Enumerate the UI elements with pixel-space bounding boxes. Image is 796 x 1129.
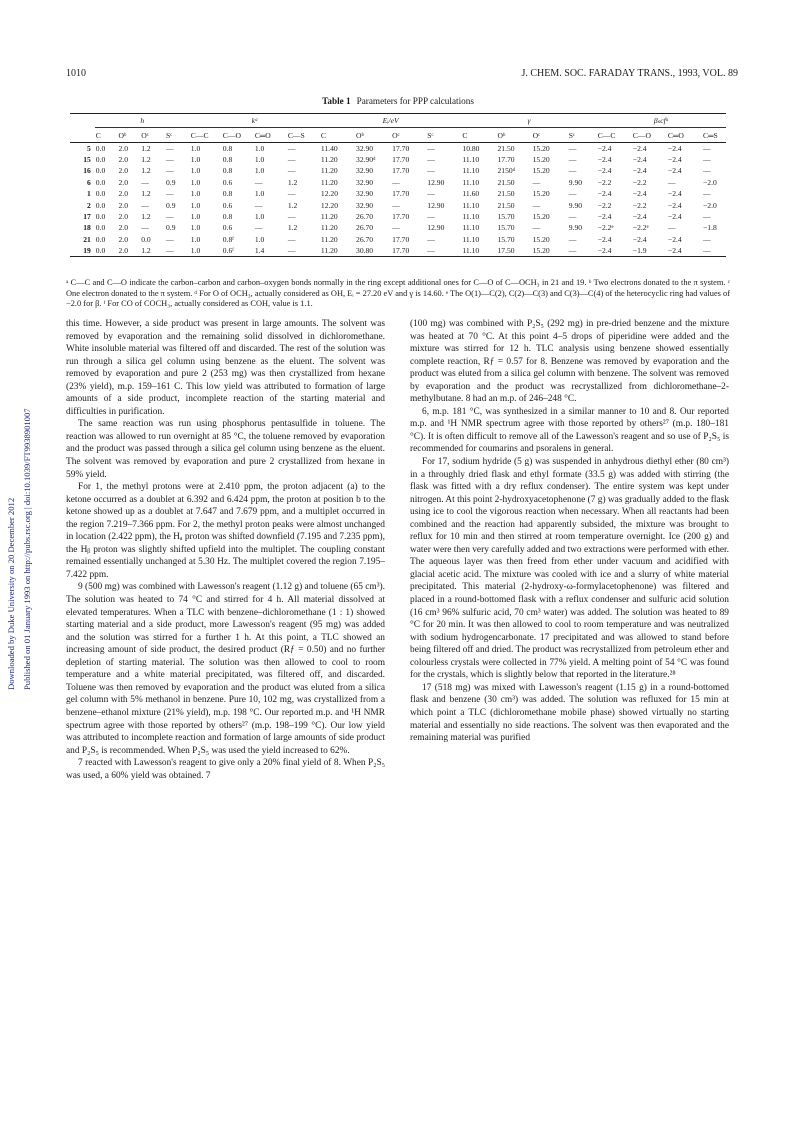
table-cell: — <box>287 234 296 244</box>
table-cell: 15.20 <box>532 212 550 222</box>
table-cell: 1.0 <box>254 212 265 222</box>
table-cell: — <box>287 155 296 165</box>
table-cell: 12.90 <box>427 223 445 233</box>
table-cell: — <box>141 177 149 187</box>
table-cell: −2.2 <box>632 200 647 210</box>
table-cell: −2.4 <box>632 189 647 199</box>
table-cell: 12.20 <box>320 189 338 199</box>
download-note: Downloaded by Duke University on 20 December 2012 <box>6 497 16 690</box>
table-cell: — <box>568 234 577 244</box>
table-cell: 17.70 <box>497 155 515 165</box>
table-cell: 21.50 <box>497 189 515 199</box>
table-cell: −2.2 <box>632 177 647 187</box>
table-cell: 1.0 <box>190 166 201 176</box>
table-cell: 0.8 <box>222 166 233 176</box>
paragraph: 17 (518 mg) was mixed with Lawesson's reagent (1.15 g) in a round-bottomed flask and benzene (30 cm³) was added. The solution was refluxed for 15 min at which point a TLC (dichloromethane mobile phase) showed virtually no starting material and essentially no side reactions. The solvent was then evaporated and the remaining material was purified <box>410 682 729 744</box>
table-cell: 30.80 <box>355 245 391 256</box>
table-cell: — <box>254 200 263 210</box>
table-cell: — <box>532 223 541 233</box>
table-cell: — <box>703 189 711 199</box>
column-header: C—S <box>287 128 320 143</box>
table-cell: −2.4 <box>667 234 682 244</box>
table-cell: 1.2 <box>141 166 151 176</box>
table-cell: 11.20 <box>320 245 355 256</box>
table-cell: 9.90 <box>568 200 583 210</box>
table-cell: 15.20 <box>532 234 550 244</box>
table-cell: 17.70 <box>392 234 410 244</box>
table-cell: — <box>568 166 577 176</box>
table-cell: — <box>426 245 461 256</box>
table-cell: 11.40 <box>320 143 338 153</box>
parameters-table <box>70 113 726 257</box>
table-cell: — <box>532 177 541 187</box>
paragraph: For 17, sodium hydride (5 g) was suspended in anhydrous diethyl ether (80 cm³) in a throughly dried flask and ethyl formate (33.5 g) was added with stirring (the flask was fitted with a dry reflux condenser). The entire system was kept under nitrogen. At this point 2-hydroxyacetophenone (7 g) was gradually added to the flask using ice to cool the vigorous reaction when necessary. When all reactants had been combined and the reaction had apparently subsided, the mixture was brought to reflux for 10 min and then stirred at room temperature overnight. Ice (200 g) and water were then very carefully added and two extractions were performed with ether. The aqueous layer was then freed from ether under vacuum and acidified with glacial acetic acid. The mixture was cooled with ice and a slurry of white material precipitated. This material (2-hydroxy-ω-formylacetophenone) was filtered and placed in a round-bottomed flask with a reflux condenser and sulfuric acid solution (16 cm³ 96% sulfuric acid, 70 cm³ water) was added. The solution was heated to 89 °C for 20 min. It was then allowed to cool to room temperature and was neutralized with sodium hydrogencarbonate. 17 precipitated and was allowed to stand before being filtered off and dried. The product was recrystallized from petroleum ether and colourless crystals were collected in 77% yield. A melting point of 54 °C was found for the crystals, which is slightly below that reported in the literature.²⁸ <box>410 457 729 681</box>
table-cell: 15.20 <box>532 155 550 165</box>
table-cell: — <box>427 189 435 199</box>
right-column <box>410 318 729 745</box>
table-cell: 26.70 <box>356 212 374 222</box>
table-title: Parameters for PPP calculations <box>356 96 474 106</box>
table-cell: −1.8 <box>703 223 717 233</box>
table-cell: — <box>667 177 676 187</box>
table-cell: — <box>427 143 435 153</box>
table-cell: 11.20 <box>320 155 338 165</box>
table-cell: 1.2 <box>287 223 298 233</box>
table-cell: −2.4 <box>667 212 682 222</box>
column-header: Sᶜ <box>426 128 461 143</box>
table-cell: −2.0 <box>703 177 717 187</box>
table-cell: 11.10 <box>462 177 480 187</box>
table-cell: −1.9 <box>632 245 667 256</box>
table-cell: 1.0 <box>190 143 201 153</box>
table-cell: — <box>141 223 149 233</box>
table-cell: 32.90 <box>356 189 374 199</box>
table-cell: — <box>392 223 400 233</box>
table-cell: 0.6 <box>222 223 233 233</box>
table-cell: — <box>568 212 577 222</box>
table-cell: 0.0 <box>95 143 106 153</box>
table-cell: 1.2 <box>287 177 298 187</box>
table-cell: — <box>702 245 726 256</box>
table-cell: 32.90 <box>356 177 374 187</box>
table-row <box>70 211 726 222</box>
table-cell: 2.0 <box>118 155 128 165</box>
table-cell: 15.20 <box>532 166 550 176</box>
table-cell: 26.70 <box>356 234 374 244</box>
table-cell: — <box>568 245 597 256</box>
compound-number: 17 <box>83 212 91 222</box>
table-cell: 9.90 <box>568 177 583 187</box>
journal-reference: J. CHEM. SOC. FARADAY TRANS., 1993, VOL. 89 <box>521 68 738 79</box>
page-number: 1010 <box>66 68 86 79</box>
table-cell: 0.8 <box>222 212 233 222</box>
table-cell: — <box>254 177 263 187</box>
table-cell: 0.8 <box>222 189 233 199</box>
table-row <box>70 165 726 176</box>
table-cell: −2.4 <box>632 155 647 165</box>
compound-number: 2 <box>86 200 91 210</box>
table-cell: 12.90 <box>427 177 445 187</box>
table-cell: 12.20 <box>320 200 338 210</box>
compound-number: 1 <box>86 189 91 199</box>
table-cell: 0.0 <box>95 234 106 244</box>
table-cell: — <box>427 166 435 176</box>
table-cell: 0.9 <box>166 177 176 187</box>
table-cell: — <box>568 143 577 153</box>
compound-number: 16 <box>83 166 91 176</box>
table-cell: 2150ᵈ <box>497 166 516 176</box>
table-cell: — <box>703 234 711 244</box>
table-cell: 0.6ᶠ <box>222 245 254 256</box>
table-cell: 1.0 <box>254 234 265 244</box>
footnote-text: ᵃ C—C and C—O indicate the carbon–carbon and carbon–oxygen bonds normally in the ring except additional ones for C—O of C—OCH₃ in 21 and 19. ᵇ Two electrons donated to the π system. ᶜ One electron donated to the π system. ᵈ For O of OCH₃, actually considered as OH, Eᵢ = 27.20 eV and γ is 14.60. ᵉ The O(1)—C(2), C(2)—C(3) and C(3)—C(4) of the heterocyclic ring had values of −2.0 for β. ᶠ For CO of COCH₃, actually considered as COH, value is 1.1. <box>66 278 731 309</box>
table-cell: 0.9 <box>166 200 176 210</box>
table-cell: 32.90 <box>356 166 374 176</box>
table-cell: −2.4 <box>597 245 632 256</box>
publication-note: Published on 01 January 1993 on http://pubs.rsc.org | doi:10.1039/FT9938901007 <box>22 408 32 690</box>
table-cell: 11.10 <box>462 223 480 233</box>
table-cell: — <box>287 166 296 176</box>
table-cell: 1.2 <box>140 245 165 256</box>
column-header: C—O <box>222 128 254 143</box>
table-row <box>70 143 726 154</box>
table-cell: — <box>287 212 296 222</box>
compound-number: 19 <box>70 245 95 256</box>
paragraph: For 1, the methyl protons were at 2.410 ppm, the proton adjacent (a) to the ketone occurred as a doublet at 6.392 and 6.424 ppm, the proton at position b to the ketone showed up as a doublet at 7.647 and 7.679 ppm, and a multiplet occurred in the region 7.219–7.366 ppm. For 2, the methyl proton peaks were almost unchanged in location (2.422 ppm), the Hₐ proton was shifted downfield (7.195 and 7.235 ppm), the Hᵦ proton was slightly shifted upfield into the multiplet. The coupling constant remained essentially unchanged at 5.30 Hz. The multiplet covered the region 7.195–7.422 ppm. <box>66 482 385 580</box>
paragraph: The same reaction was run using phosphorus pentasulfide in toluene. The reaction was allowed to run overnight at 85 °C, the toluene removed by evaporation and the product was passed through a silica gel column using benzene as the eluent. The solvent was removed by evaporation and pure 2 crystallized from hexane in 59% yield. <box>66 419 385 480</box>
table-cell: 17.70 <box>392 189 410 199</box>
table-cell: 15.70 <box>497 234 515 244</box>
table-cell: — <box>427 155 435 165</box>
left-column <box>66 318 385 782</box>
table-cell: 32.90 <box>356 143 374 153</box>
table-cell: — <box>392 177 400 187</box>
table-cell: 2.0 <box>118 143 128 153</box>
group-header-h: h <box>95 114 190 128</box>
table-cell: 17.70 <box>392 143 410 153</box>
column-header: Oᵇ <box>497 128 532 143</box>
table-cell: — <box>166 234 174 244</box>
table-cell: 0.0 <box>141 234 151 244</box>
table-cell: 1.0 <box>190 200 201 210</box>
table-cell: 0.0 <box>95 200 106 210</box>
table-cell: — <box>427 234 435 244</box>
table-cell: 12.90 <box>427 200 445 210</box>
table-cell: 0.0 <box>95 245 118 256</box>
table-cell: −2.2ᵉ <box>632 223 649 233</box>
group-header-gamma: γ <box>461 114 596 128</box>
table-cell: — <box>166 189 174 199</box>
table-cell: 11.10 <box>462 166 480 176</box>
table-cell: 15.20 <box>532 143 550 153</box>
column-header: Sᶜ <box>568 128 597 143</box>
table-cell: 2.0 <box>118 189 128 199</box>
table-cell: 1.0 <box>190 234 201 244</box>
table-cell: 9.90 <box>568 223 583 233</box>
table-cell: −2.4 <box>667 200 682 210</box>
table-cell: −2.2 <box>597 177 612 187</box>
table-cell: 21.50 <box>497 177 515 187</box>
compound-number: 15 <box>83 155 91 165</box>
table-cell: 2.0 <box>118 234 128 244</box>
table-cell: 2.0 <box>118 166 128 176</box>
table-cell: 2.0 <box>118 223 128 233</box>
table-cell: — <box>667 223 676 233</box>
table-cell: 17.50 <box>497 245 532 256</box>
table-cell: 0.8 <box>222 155 233 165</box>
table-cell: — <box>568 155 577 165</box>
table-cell: 17.70 <box>391 245 426 256</box>
table-cell: 2.0 <box>118 200 128 210</box>
table-cell: — <box>703 166 711 176</box>
table-cell: — <box>166 212 174 222</box>
table-row <box>70 199 726 210</box>
table-cell: 1.2 <box>141 155 151 165</box>
table-cell: 21.50 <box>497 143 515 153</box>
table-cell: 11.10 <box>462 234 480 244</box>
table-cell: −2.4 <box>632 234 647 244</box>
table-cell: 1.0 <box>190 245 222 256</box>
table-cell: 15.70 <box>497 212 515 222</box>
column-header: Sᶜ <box>165 128 190 143</box>
paragraph: 7 reacted with Lawesson's reagent to give only a 20% final yield of 8. When P₂S₅ was used, a 60% yield was obtained. 7 <box>66 758 385 781</box>
table-cell: 0.0 <box>95 155 106 165</box>
table-cell: 0.0 <box>95 189 106 199</box>
paragraph: 6, m.p. 181 °C, was synthesized in a similar manner to 10 and 8. Our reported m.p. and ¹H NMR spectrum agree with those reported by others²⁷ (m.p. 180–181 °C). It is often difficult to remove all of the Lawesson's reagent and so use of P₂S₅ is recommended for coumarins and psoralens in general. <box>410 406 729 455</box>
table-cell: 0.6 <box>222 200 233 210</box>
table-cell: 17.70 <box>392 166 410 176</box>
table-cell: 17.70 <box>392 155 410 165</box>
table-cell: 0.0 <box>95 177 106 187</box>
table-cell: 11.10 <box>462 212 480 222</box>
header-corner <box>70 114 95 128</box>
group-header-k: kᵃ <box>190 114 320 128</box>
compound-number: 21 <box>83 234 91 244</box>
table-row <box>70 245 726 256</box>
table-cell: — <box>287 245 320 256</box>
table-row <box>70 234 726 245</box>
group-header-ionization-energy: Eᵢ/eV <box>320 114 461 128</box>
table-cell: 1.0 <box>254 166 265 176</box>
column-header: Oᵇ <box>355 128 391 143</box>
table-cell: — <box>166 155 174 165</box>
table-cell: 11.20 <box>320 234 338 244</box>
column-header: C <box>320 128 355 143</box>
table-cell: 1.0 <box>254 189 265 199</box>
table-cell: 1.2 <box>141 212 151 222</box>
paragraph: (100 mg) was combined with P₂S₅ (292 mg) in pre-dried benzene and the mixture was heated at 70 °C. At this point 4–5 drops of piperidine were added and the mixture was stirred for 12 h. TLC analysis using benzene showed essentially complete reaction, Rƒ = 0.57 for 8. Benzene was removed by evaporation and the product was eluted from a silica gel column with benzene. The solvent was removed by evaporation and the product was recrystallized from dichloromethane–2-methylbutane. 8 had an m.p. of 246–248 °C. <box>410 319 729 405</box>
column-header: C <box>461 128 496 143</box>
column-header: C—C <box>190 128 222 143</box>
table-cell: 0.0 <box>95 212 106 222</box>
column-header: Oᶜ <box>140 128 165 143</box>
table-cell: — <box>703 155 711 165</box>
column-header: C═O <box>667 128 702 143</box>
table-cell: 1.2 <box>141 143 151 153</box>
table-cell: −2.4 <box>632 212 647 222</box>
table-cell: −2.4 <box>667 166 682 176</box>
table-cell: — <box>287 143 296 153</box>
table-cell: −2.4 <box>632 143 647 153</box>
table-cell: 1.0 <box>190 189 201 199</box>
table-cell: 2.0 <box>118 212 128 222</box>
column-header <box>70 128 95 143</box>
table-cell: 11.20 <box>320 166 338 176</box>
table-cell: 1.0 <box>254 155 265 165</box>
table-cell: — <box>568 189 577 199</box>
column-header: C <box>95 128 118 143</box>
table-cell: 1.0 <box>190 155 201 165</box>
table-cell: 15.20 <box>532 245 568 256</box>
table-cell: 11.10 <box>462 155 480 165</box>
table-cell: 1.4 <box>254 245 287 256</box>
paragraph: 9 (500 mg) was combined with Lawesson's reagent (1.12 g) and toluene (65 cm³). The solution was heated to 74 °C and stirred for 4 h. All material dissolved at elevated temperatures. When a TLC with benzene–dichloromethane (1 : 1) showed starting material and a side product, more Lawesson's reagent (95 mg) was added and the solution was stirred for a further 1 h. At this point, a TLC showed an increasing amount of side product, the desired product (Rƒ = 0.50) and no further depletion of starting material. The solution was then allowed to cool to room temperature and a white material precipitated, was filtered off, and discarded. Toluene was then removed by evaporation and the product was eluted from a silica gel column with 5% methanol in benzene. Pure 10, 102 mg, was crystallized from a benzene–ethanol mixture (21% yield), m.p. 198 °C. Our reported m.p. and ¹H NMR spectrum agree with those reported by others²⁷ (m.p. 198–199 °C). Our low yield was attributed to incomplete reaction and formation of large amounts of side product and P₂S₅ is recommended. When P₂S₅ was used the yield increased to 62%. <box>66 582 385 756</box>
table-caption <box>0 96 796 106</box>
table-label: Table 1 <box>322 96 351 106</box>
table-cell: — <box>427 212 435 222</box>
table-body <box>70 143 726 257</box>
table-cell: 11.20 <box>320 177 338 187</box>
table-cell: — <box>703 143 711 153</box>
table-cell: 0.8 <box>222 143 233 153</box>
table-cell: 2.0 <box>118 245 141 256</box>
table-row <box>70 154 726 165</box>
table-cell: 32.90ᵈ <box>356 155 376 165</box>
table-footnotes <box>66 278 730 310</box>
table-cell: −2.4 <box>667 245 702 256</box>
column-header: Oᶜ <box>391 128 426 143</box>
table-cell: — <box>166 166 174 176</box>
table-cell: −2.2 <box>597 200 612 210</box>
table-cell: 11.20 <box>320 212 338 222</box>
column-header-row <box>70 128 726 143</box>
table-cell: 1.0 <box>190 212 201 222</box>
table-cell: −2.4 <box>597 166 612 176</box>
paragraph: this time. However, a side product was present in large amounts. The solvent was removed by evaporation and the remaining solid dissolved in dichloromethane. White insoluble material was filtered off and discarded. The rest of the solution was run through a silica gel column using benzene as the eluent. The solvent was removed by evaporation and pure 2 (253 mg) was then crystallized from hexane (23% yield), m.p. 159–161 C. This low yield was attributed to formation of large amounts of a side product, incomplete reaction of the starting material and difficulties in purification. <box>66 319 385 417</box>
table-cell: −2.4 <box>667 143 682 153</box>
table-cell: −2.4 <box>597 189 612 199</box>
table-cell: −2.4 <box>597 143 612 153</box>
table-cell: 10.80 <box>462 143 480 153</box>
table-cell: 11.10 <box>462 200 480 210</box>
table-cell: 1.0 <box>254 143 265 153</box>
compound-number: 5 <box>86 143 91 153</box>
table-cell: 11.20 <box>320 223 338 233</box>
table-cell: 1.2 <box>287 200 298 210</box>
table-cell: −2.4 <box>597 212 612 222</box>
column-header: C═O <box>254 128 287 143</box>
table-cell: −2.0 <box>703 200 717 210</box>
table-cell: 11.10 <box>461 245 496 256</box>
table-cell: 1.0 <box>190 177 201 187</box>
table-cell: — <box>165 245 190 256</box>
table-cell: 15.20 <box>532 189 550 199</box>
table-row <box>70 222 726 233</box>
table-cell: −2.4 <box>597 155 612 165</box>
table-cell: 0.6 <box>222 177 233 187</box>
table-cell: 21.50 <box>497 200 515 210</box>
table-cell: — <box>141 200 149 210</box>
table-cell: −2.2ᵉ <box>597 223 614 233</box>
table-cell: −2.4 <box>632 166 647 176</box>
table-cell: 17.70 <box>392 212 410 222</box>
page-header <box>66 68 738 82</box>
table-cell: 32.90 <box>356 200 374 210</box>
table-cell: 1.2 <box>141 189 151 199</box>
table-row <box>70 177 726 188</box>
compound-number: 6 <box>86 177 91 187</box>
compound-number: 18 <box>83 223 91 233</box>
table-cell: −2.4 <box>667 189 682 199</box>
table-cell: 0.0 <box>95 166 106 176</box>
table-cell: 11.60 <box>462 189 480 199</box>
column-header: C═S <box>702 128 726 143</box>
table-cell: 0.0 <box>95 223 106 233</box>
table-cell: — <box>287 189 296 199</box>
table-cell: — <box>392 200 400 210</box>
column-header: Oᵇ <box>118 128 141 143</box>
column-header: Oᶜ <box>532 128 568 143</box>
column-header: C—O <box>632 128 667 143</box>
group-header-beta-scf: βₛcfᵃ <box>597 114 726 128</box>
column-header: C—C <box>597 128 632 143</box>
table-cell: 0.9 <box>166 223 176 233</box>
table-cell: −2.4 <box>597 234 612 244</box>
table-cell: — <box>254 223 263 233</box>
table-cell: 1.0 <box>190 223 201 233</box>
table-cell: 2.0 <box>118 177 128 187</box>
table-cell: 0.8ᶠ <box>222 234 234 244</box>
table-cell: 26.70 <box>356 223 374 233</box>
table-row <box>70 188 726 199</box>
table-cell: — <box>532 200 541 210</box>
table-cell: 15.70 <box>497 223 515 233</box>
table-cell: — <box>703 212 711 222</box>
table-cell: −2.4 <box>667 155 682 165</box>
table-cell: — <box>166 143 174 153</box>
